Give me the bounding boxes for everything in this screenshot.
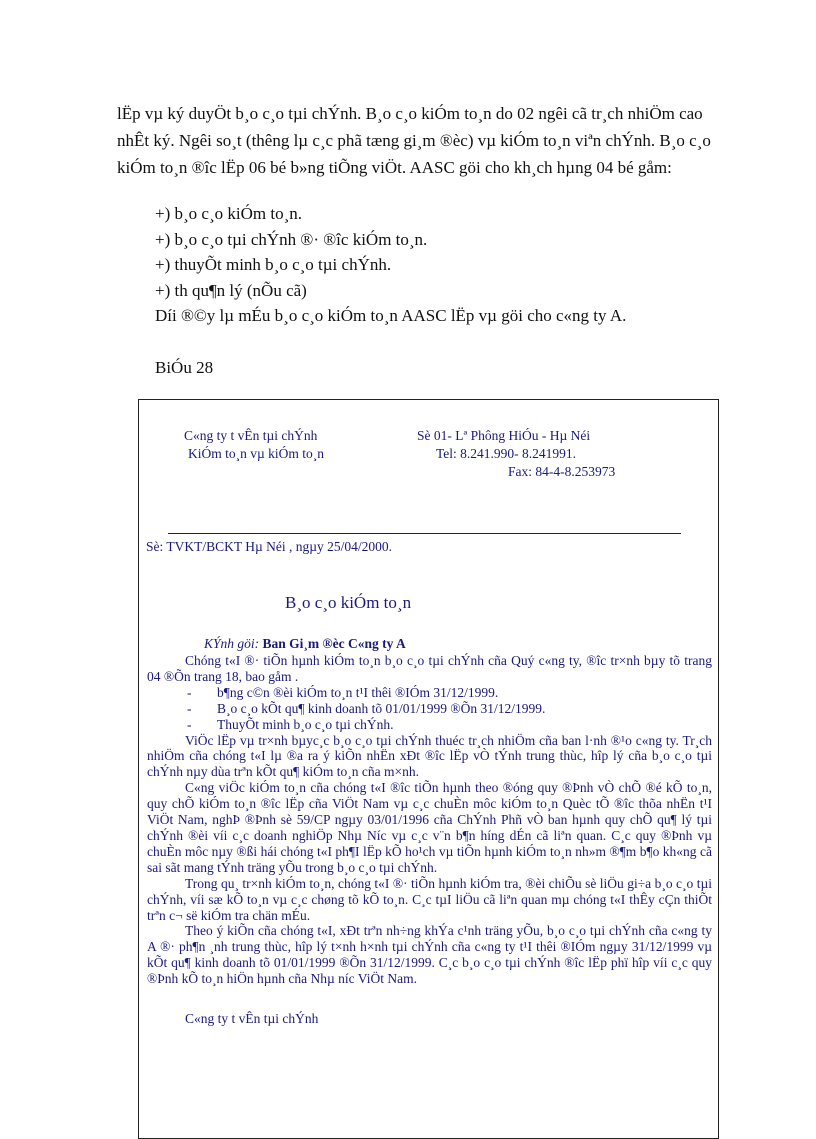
list-item: - B¸o c¸o kÕt qu¶ kinh doanh tõ 01/01/1999 ®Õn 31/12/1999. <box>187 700 546 716</box>
report-closing: C«ng ty t vÊn tµi chÝnh <box>185 1011 319 1027</box>
report-paragraph-scope: Chóng t«I ®· tiÕn hµnh kiÓm to¸n b¸o c¸o tµi chÝnh cña Quý c«ng ty, ®îc tr×nh bµy tõ trang 04 ®Õn trang 18, bao gåm . <box>147 653 712 684</box>
reference-line: Sè: TVKT/BCKT Hµ Néi , ngµy 25/04/2000. <box>146 539 393 554</box>
list-item: +) th qu¶n lý (nÕu cã) <box>155 280 307 300</box>
letterhead-tel: Tel: 8.241.990- 8.241991. <box>436 446 577 461</box>
intro-section <box>117 100 737 181</box>
deliverables-list <box>155 201 626 329</box>
letterhead-fax: Fax: 84-4-8.253973 <box>508 464 616 479</box>
exhibit-label: BiÓu 28 <box>155 358 214 377</box>
list-item: - ThuyÕt minh b¸o c¸o tµi chÝnh. <box>187 716 394 732</box>
report-paragraph-procedures: Trong qu¸ tr×nh kiÓm to¸n, chóng t«I ®· tiÕn hµnh kiÓm tra, ®èi chiÕu sè liÖu gi÷a b¸o c¸o tµi chÝnh, víi sæ kÕ to¸n vµ c¸c chøng tõ kÕ to¸n. C¸c tµI liÖu cã liªn quan mµ chóng t«I thÊy cÇn thiÕt trªn c¬ së kiÓm tra chän mÉu. <box>147 875 712 923</box>
letterhead-company-line2: KiÓm to¸n vµ kiÓm to¸n <box>188 446 325 461</box>
letterhead-divider <box>168 533 681 534</box>
salutation <box>204 636 406 652</box>
list-item: +) b¸o c¸o tµi chÝnh ®· ®îc kiÓm to¸n. <box>155 229 428 249</box>
list-item: +) b¸o c¸o kiÓm to¸n. <box>155 204 302 223</box>
intro-paragraph: lËp vµ ký duyÖt b¸o c¸o tµi chÝnh. B¸o c¸o kiÓm to¸n do 02 ngêi cã tr¸ch nhiÖm cao nhÊt ký. Ngêi so¸t (thêng lµ c¸c phã tæng gi¸m ®èc) vµ kiÓm to¸n viªn chÝnh. B¸o c¸o kiÓm to¸n ®îc lËp 06 bé b»ng tiÕng viÖt. AASC göi cho kh¸ch hµng 04 bé gåm: <box>117 104 711 177</box>
letterhead-company-line1: C«ng ty t vÊn tµi chÝnh <box>184 428 318 443</box>
report-title: B¸o c¸o kiÓm to¸n <box>285 593 412 612</box>
letterhead-address: Sè 01- Lª Phông HiÓu - Hµ Néi <box>417 428 591 443</box>
salutation-prefix: KÝnh göi: <box>204 636 263 651</box>
report-paragraph-responsibility: ViÖc lËp vµ tr×nh bµyc¸c b¸o c¸o tµi chÝnh thuéc tr¸ch nhiÖm cña ban l·nh ®¹o c«ng ty. Tr¸ch nhiÖm cña chóng t«I lµ ®a ra ý kiÕn nhËn xÐt ®îc lËp vÒ tÝnh trung thùc, hîp lý cña b¸o c¸o tµi chÝnh nµy dùa trªn kÕt qu¶ kiÓm to¸n cña m×nh. <box>147 732 712 780</box>
list-item: - b¶ng c©n ®èi kiÓm to¸n t¹I thêi ®IÓm 31/12/1999. <box>187 684 499 700</box>
report-paragraph-basis: C«ng viÖc kiÓm to¸n cña chóng t«I ®îc tiÕn hµnh theo ®óng quy ®Þnh vÒ chÕ ®é kÕ to¸n, quy chÕ kiÓm to¸n ®îc lËp cña ViÖt Nam vµ c¸c chuÈn môc kiÓm to¸n Quèc tÕ ®îc thõa nhËn t¹I ViÖt Nam, nghÞ ®Þnh sè 59/CP ngµy 03/01/1996 cña ChÝnh Phñ vÒ ban hµnh quy chÕ qu¶ lý tµi chÝnh ®èi víi c¸c doanh nghiÖp Nhµ Níc vµ c¸c v¨n b¶n híng dÉn cã liªn quan. C¸c quy ®Þnh vµ chuÈn môc nµy ®ßi hái chóng t«I ph¶I lËp kÕ ho¹ch vµ tiÕn hµnh kiÓm to¸n nh»m ®¶m b¶o kh«ng cã sai sãt mang tÝnh träng yÕu trong b¸o c¸o tµi chÝnh. <box>147 780 712 875</box>
salutation-recipient: Ban Gi¸m ®èc C«ng ty A <box>262 636 406 651</box>
report-paragraph-opinion: Theo ý kiÕn cña chóng t«I, xÐt trªn nh÷ng khÝa c¹nh träng yÕu, b¸o c¸o tµi chÝnh cña c«ng ty A ®· ph¶n ¸nh trung thùc, hîp lý t×nh h×nh tµi chÝnh cña c«ng ty t¹I thêi ®IÓm ngµy 31/12/1999 vµ kÕt qu¶ kinh doanh tõ 01/01/1999 ®Õn 31/12/1999. C¸c b¸o c¸o tµi chÝnh ®îc lËp phï hîp víi c¸c quy ®Þnh kÕ to¸n hiÖn hµnh cña Nhµ níc ViÖt Nam. <box>147 923 712 987</box>
report-body <box>147 653 712 1027</box>
list-item: +) thuyÕt minh b¸o c¸o tµi chÝnh. <box>155 255 392 274</box>
list-item: Díi ®©y lµ mÉu b¸o c¸o kiÓm to¸n AASC lËp vµ göi cho c«ng ty A. <box>155 306 627 325</box>
